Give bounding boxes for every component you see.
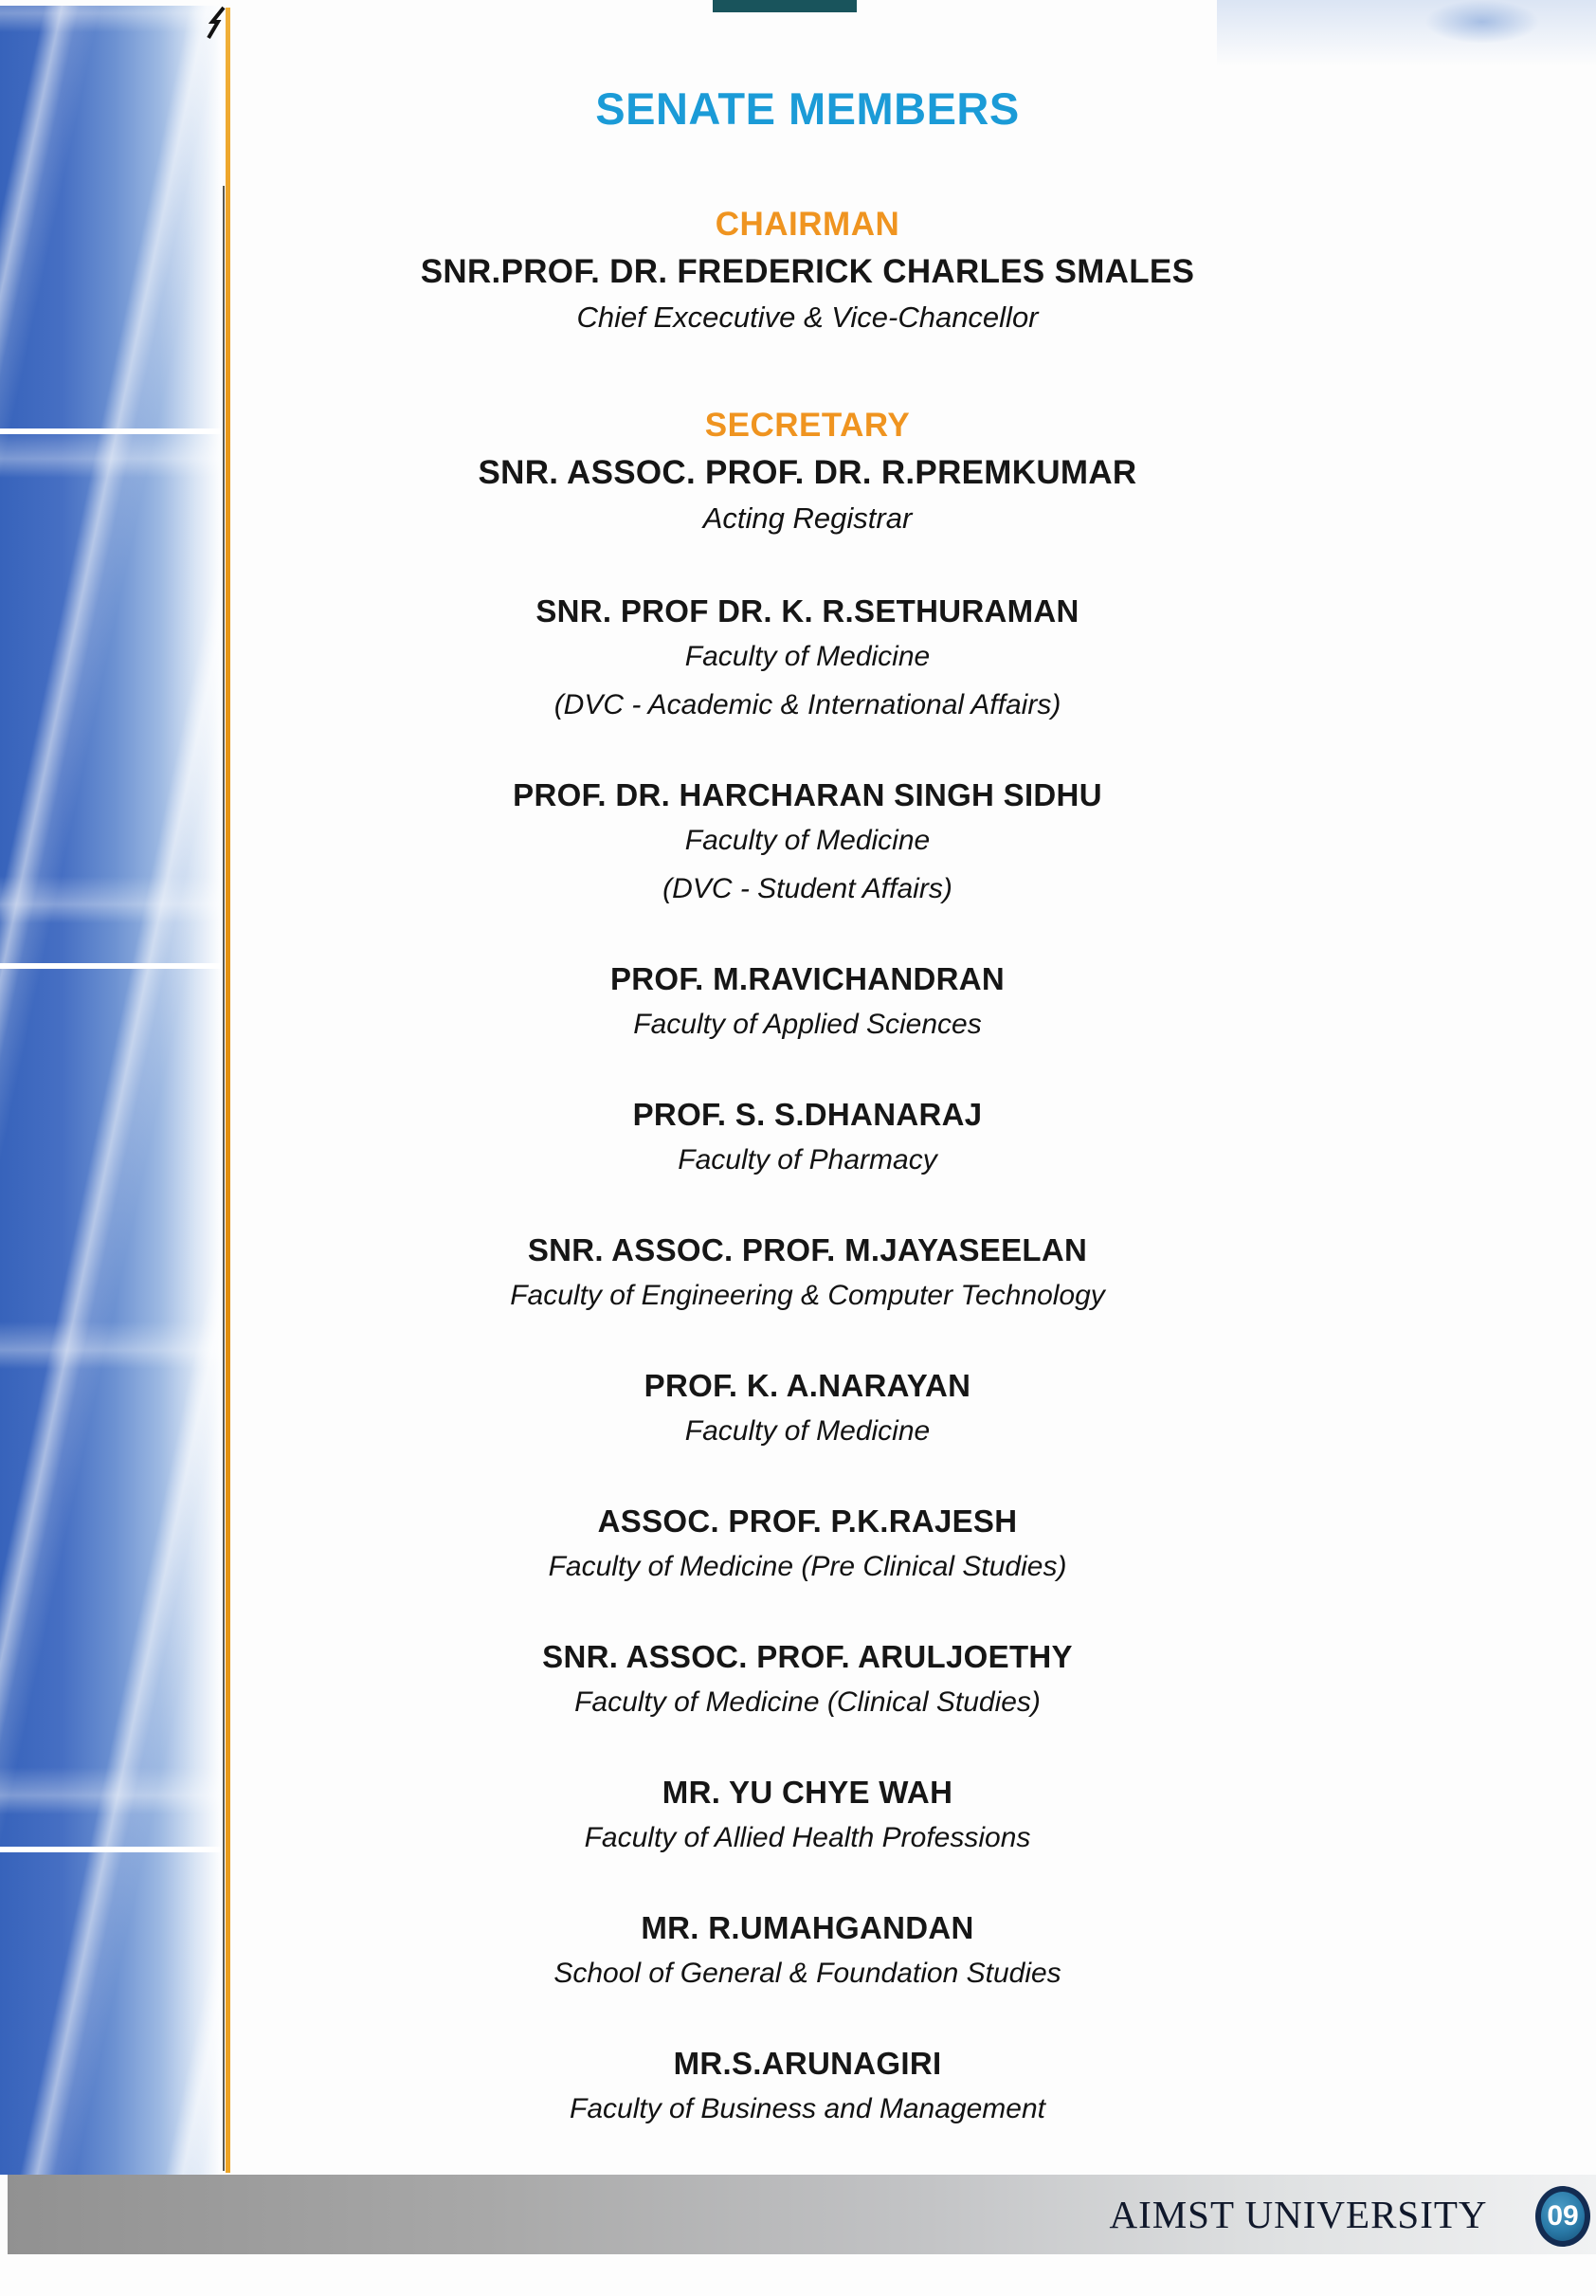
member-name: ASSOC. PROF. P.K.RAJESH [597, 1503, 1018, 1540]
member-faculty-line: (DVC - Academic & International Affairs) [553, 689, 1061, 721]
member-faculty-line: Faculty of Business and Management [570, 2093, 1045, 2125]
member-entry [233, 592, 1382, 727]
member-name: MR. R.UMAHGANDAN [641, 1910, 974, 1946]
scan-tint-blob [1425, 0, 1539, 44]
page-content [233, 0, 1382, 2180]
member-entry [233, 776, 1382, 911]
member-name: SNR. ASSOC. PROF. ARULJOETHY [542, 1639, 1073, 1675]
decorative-wave-sidebar [0, 6, 222, 2175]
member-entry [233, 1638, 1382, 1724]
member-name: PROF. DR. HARCHARAN SINGH SIDHU [513, 777, 1102, 813]
member-faculty-line: Faculty of Engineering & Computer Technology [510, 1280, 1105, 1312]
member-entry [233, 960, 1382, 1047]
member-list [233, 592, 1382, 2131]
sidebar-tile-separator [0, 963, 222, 969]
secretary-section [233, 409, 1382, 534]
footer-university-name: AIMST UNIVERSITY [1109, 2193, 1488, 2236]
member-name: SNR. ASSOC. PROF. M.JAYASEELAN [527, 1232, 1088, 1268]
member-faculty-line: School of General & Foundation Studies [553, 1958, 1061, 1990]
page-number-badge: 09 [1535, 2186, 1590, 2247]
chairman-heading: CHAIRMAN [715, 206, 900, 244]
member-faculty-line: Faculty of Medicine [684, 641, 931, 673]
member-entry [233, 1367, 1382, 1453]
member-faculty-line: Faculty of Allied Health Professions [584, 1822, 1031, 1854]
member-faculty-line: Faculty of Medicine (Pre Clinical Studies) [548, 1551, 1067, 1583]
zigzag-mark-icon [205, 6, 229, 42]
member-entry [233, 1231, 1382, 1318]
member-faculty-line: (DVC - Student Affairs) [662, 873, 952, 905]
member-name: SNR. PROF DR. K. R.SETHURAMAN [535, 593, 1079, 629]
page-title: SENATE MEMBERS [595, 83, 1020, 134]
member-faculty-line: Faculty of Medicine [684, 825, 931, 857]
sidebar-tile-separator [0, 1847, 222, 1852]
member-name: PROF. S. S.DHANARAJ [632, 1097, 983, 1133]
secretary-name: SNR. ASSOC. PROF. DR. R.PREMKUMAR [478, 454, 1137, 492]
member-entry [233, 2045, 1382, 2131]
member-name: PROF. K. A.NARAYAN [644, 1368, 971, 1404]
member-name: PROF. M.RAVICHANDRAN [609, 961, 1006, 997]
member-entry [233, 1503, 1382, 1589]
member-name: MR. YU CHYE WAH [662, 1775, 953, 1811]
sidebar-edge-dark-rule [223, 186, 225, 2171]
sidebar-edge-orange-rule [226, 8, 230, 2173]
member-faculty-line: Faculty of Medicine (Clinical Studies) [574, 1686, 1041, 1719]
member-entry [233, 1096, 1382, 1182]
member-faculty-line: Faculty of Pharmacy [678, 1144, 937, 1176]
member-entry [233, 1909, 1382, 1995]
member-entry [233, 1774, 1382, 1860]
member-faculty-line: Faculty of Applied Sciences [633, 1009, 982, 1041]
member-faculty-line: Faculty of Medicine [684, 1415, 931, 1448]
chairman-role: Chief Excecutive & Vice-Chancellor [576, 300, 1039, 334]
secretary-heading: SECRETARY [704, 407, 911, 445]
secretary-role: Acting Registrar [702, 501, 913, 535]
chairman-section [233, 208, 1382, 333]
member-name: MR.S.ARUNAGIRI [673, 2046, 942, 2082]
chairman-name: SNR.PROF. DR. FREDERICK CHARLES SMALES [420, 253, 1195, 291]
sidebar-tile-separator [0, 428, 222, 434]
